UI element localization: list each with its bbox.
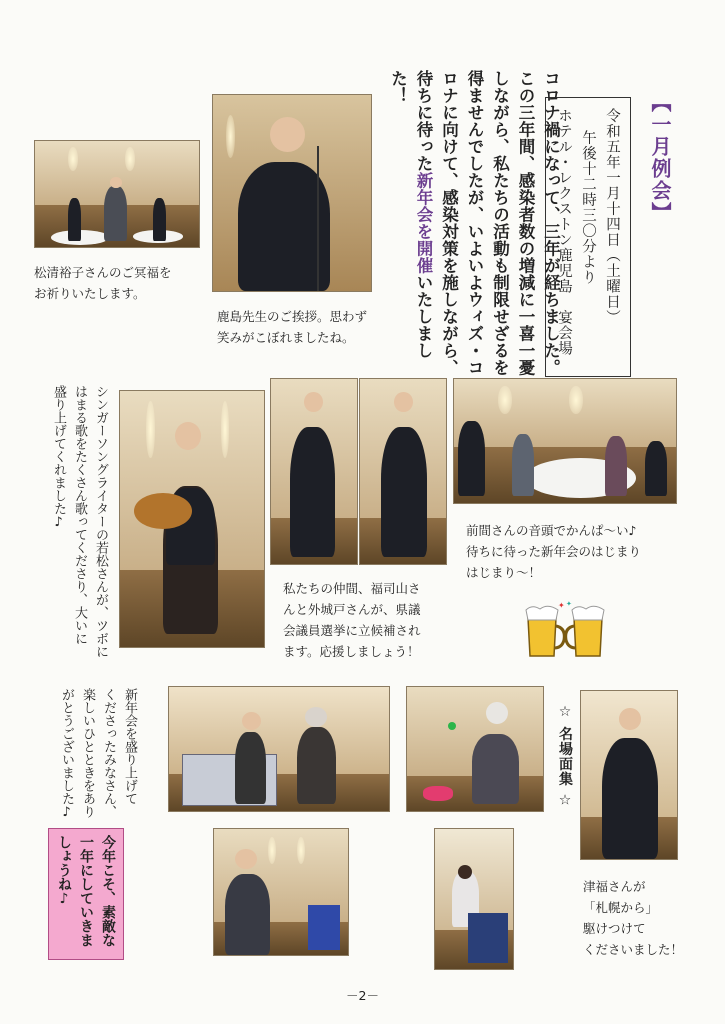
- intro-line: いたしまし: [414, 274, 433, 359]
- photo-candidate-fukushiyama: [270, 378, 358, 565]
- caption-line: しょうね♪: [56, 835, 72, 907]
- caption-toast: [466, 520, 641, 583]
- caption-thanks: [56, 688, 140, 818]
- caption-line: 会議員選挙に立候補され: [283, 623, 421, 638]
- event-date: 令和五年一月十四日（土曜日）: [604, 108, 620, 325]
- intro-line: ロナに向けて、感染対策を施しながら、: [439, 70, 459, 376]
- caption-line: くださったみなさん、: [101, 688, 116, 818]
- photo-toast-kanpai: [453, 378, 677, 504]
- intro-line: しながら、私たちの活動も制限せざるを: [490, 70, 510, 376]
- caption-tsufuku: [583, 876, 683, 960]
- caption-line: 松清裕子さんのご冥福を: [34, 265, 172, 280]
- event-time: 午後十二時三〇分より: [580, 130, 596, 285]
- caption-line: 盛り上げてくれました♪: [51, 385, 66, 530]
- svg-text:✦: ✦: [566, 600, 572, 608]
- caption-line: がとうございました♪: [59, 688, 74, 820]
- intro-text: [385, 70, 564, 376]
- caption-line: 私たちの仲間、福司山さ: [283, 581, 421, 596]
- intro-line: 得ませんでしたが、いよいよウィズ・コ: [465, 70, 484, 376]
- caption-line: 鹿島先生のご挨拶。思わず: [217, 309, 368, 324]
- photo-tsufuku-speech: [580, 690, 678, 860]
- caption-line: 待ちに待った新年会のはじまり: [466, 544, 642, 559]
- intro-highlight: 新年会を開催: [414, 172, 433, 274]
- photo-karaoke-duet: [168, 686, 390, 812]
- caption-line: ます。応援しましょう！: [283, 644, 420, 659]
- caption-memorial-prayer: [34, 262, 172, 304]
- caption-line: 「札幌から」: [583, 900, 659, 915]
- intro-line: 待ちに待った: [414, 70, 433, 172]
- caption-line: んと外城戸さんが、県議: [283, 602, 421, 617]
- caption-singer: [48, 385, 111, 658]
- caption-line: くださいました！: [583, 942, 684, 957]
- intro-line: た！: [388, 70, 408, 104]
- caption-line: 今年こそ、素敵な: [100, 835, 116, 947]
- photo-greeting-speech: [212, 94, 372, 292]
- caption-line: 一年にしていきま: [78, 835, 94, 947]
- caption-line: 笑みがこぼれましたね。: [217, 330, 355, 345]
- photo-memorial-prayer: [34, 140, 200, 248]
- photo-singer-guitar: [119, 390, 265, 648]
- caption-line: シンガーソングライターの若松さんが、ツボに: [93, 385, 108, 658]
- caption-line: お祈りいたします。: [34, 286, 146, 301]
- caption-line: 駆けつけて: [583, 921, 646, 936]
- intro-line: コロナ禍になって、三年が経ちました。: [541, 70, 561, 376]
- caption-line: 津福さんが: [583, 879, 646, 894]
- caption-line: 楽しいひとときをあり: [80, 688, 95, 818]
- event-venue: ホテル・レクストン鹿児島 宴会場: [556, 108, 572, 356]
- caption-line: 前間さんの音頭でかんぱ～い♪: [466, 523, 637, 538]
- caption-line: はまる歌をたくさん歌ってくださり、大いに: [72, 385, 87, 645]
- caption-greeting-speech: [217, 306, 367, 348]
- photo-candidate-tojoto: [359, 378, 447, 565]
- caption-line: はじまり～！: [466, 565, 542, 580]
- beer-mugs-icon: [520, 600, 610, 662]
- photo-woman-keyboard: [434, 828, 514, 970]
- photo-man-with-mic: [213, 828, 349, 956]
- page-number: －2－: [346, 988, 379, 1003]
- caption-line: 新年会を盛り上げて: [122, 688, 137, 805]
- caption-candidates: [283, 578, 421, 662]
- intro-line: この三年間、感染者数の増減に一喜一憂: [516, 70, 535, 376]
- scenes-label: ☆ 名場面集 ☆: [557, 704, 573, 810]
- svg-text:✦: ✦: [558, 601, 565, 610]
- page-title: 【一月例会】: [648, 92, 672, 224]
- wish-box: [48, 828, 124, 960]
- photo-lady-dancing: [406, 686, 544, 812]
